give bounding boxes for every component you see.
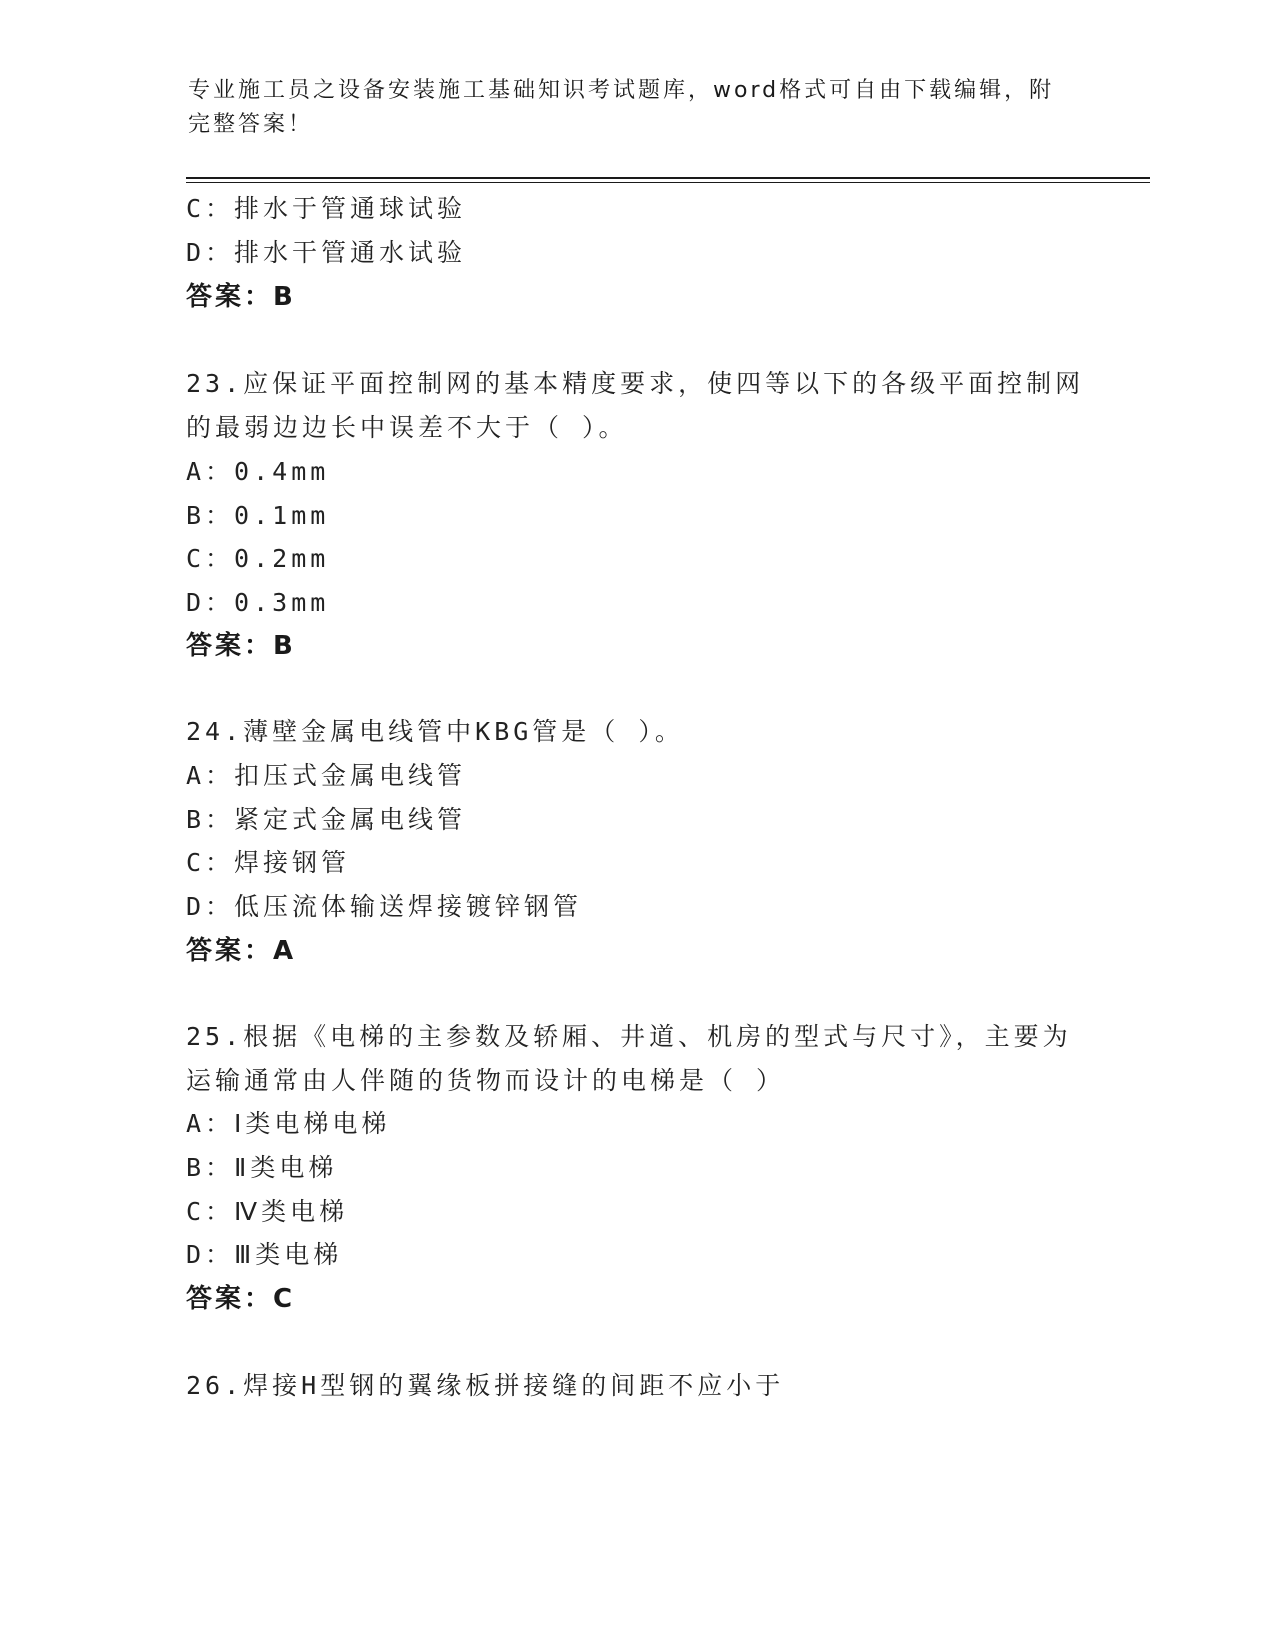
q22-option-d: D：排水干管通水试验 bbox=[186, 238, 467, 267]
header-divider-thick bbox=[186, 177, 1150, 179]
q24-option-c: C：焊接钢管 bbox=[186, 848, 351, 877]
q26-stem-line1: 26.焊接H型钢的翼缘板拼接缝的间距不应小于 bbox=[186, 1371, 785, 1400]
q23-option-d: D：0.3mm bbox=[186, 588, 330, 617]
q24-answer: 答案：A bbox=[186, 936, 297, 966]
q23-answer: 答案：B bbox=[186, 631, 296, 661]
q25-stem-line1: 25.根据《电梯的主参数及轿厢、井道、机房的型式与尺寸》，主要为 bbox=[186, 1022, 1072, 1051]
document-header: 专业施工员之设备安装施工基础知识考试题库，word格式可自由下载编辑，附完整答案！ bbox=[188, 78, 1055, 137]
q23-option-b: B：0.1mm bbox=[186, 501, 330, 530]
q25-option-d: D：Ⅲ类电梯 bbox=[186, 1240, 343, 1269]
q25-option-c: C：Ⅳ类电梯 bbox=[186, 1197, 349, 1226]
q25-option-a: A：Ⅰ类电梯电梯 bbox=[186, 1109, 391, 1138]
q23-stem-line1: 23.应保证平面控制网的基本精度要求，使四等以下的各级平面控制网 bbox=[186, 369, 1085, 398]
q23-stem-line2: 的最弱边边长中误差不大于（ ）。 bbox=[186, 413, 628, 442]
q23-option-a: A：0.4mm bbox=[186, 457, 330, 486]
q25-stem-line2: 运输通常由人伴随的货物而设计的电梯是（ ） bbox=[186, 1066, 786, 1095]
q24-option-d: D：低压流体输送焊接镀锌钢管 bbox=[186, 892, 583, 921]
q22-answer: 答案：B bbox=[186, 282, 296, 312]
header-divider-thin bbox=[186, 182, 1150, 183]
q25-option-b: B：Ⅱ类电梯 bbox=[186, 1153, 338, 1182]
q24-stem-line1: 24.薄壁金属电线管中KBG管是（ ）。 bbox=[186, 717, 684, 746]
q24-option-b: B：紧定式金属电线管 bbox=[186, 805, 467, 834]
q25-answer: 答案：C bbox=[186, 1284, 296, 1314]
q22-option-c: C：排水于管通球试验 bbox=[186, 194, 467, 223]
q24-option-a: A：扣压式金属电线管 bbox=[186, 761, 467, 790]
q23-option-c: C：0.2mm bbox=[186, 544, 330, 573]
